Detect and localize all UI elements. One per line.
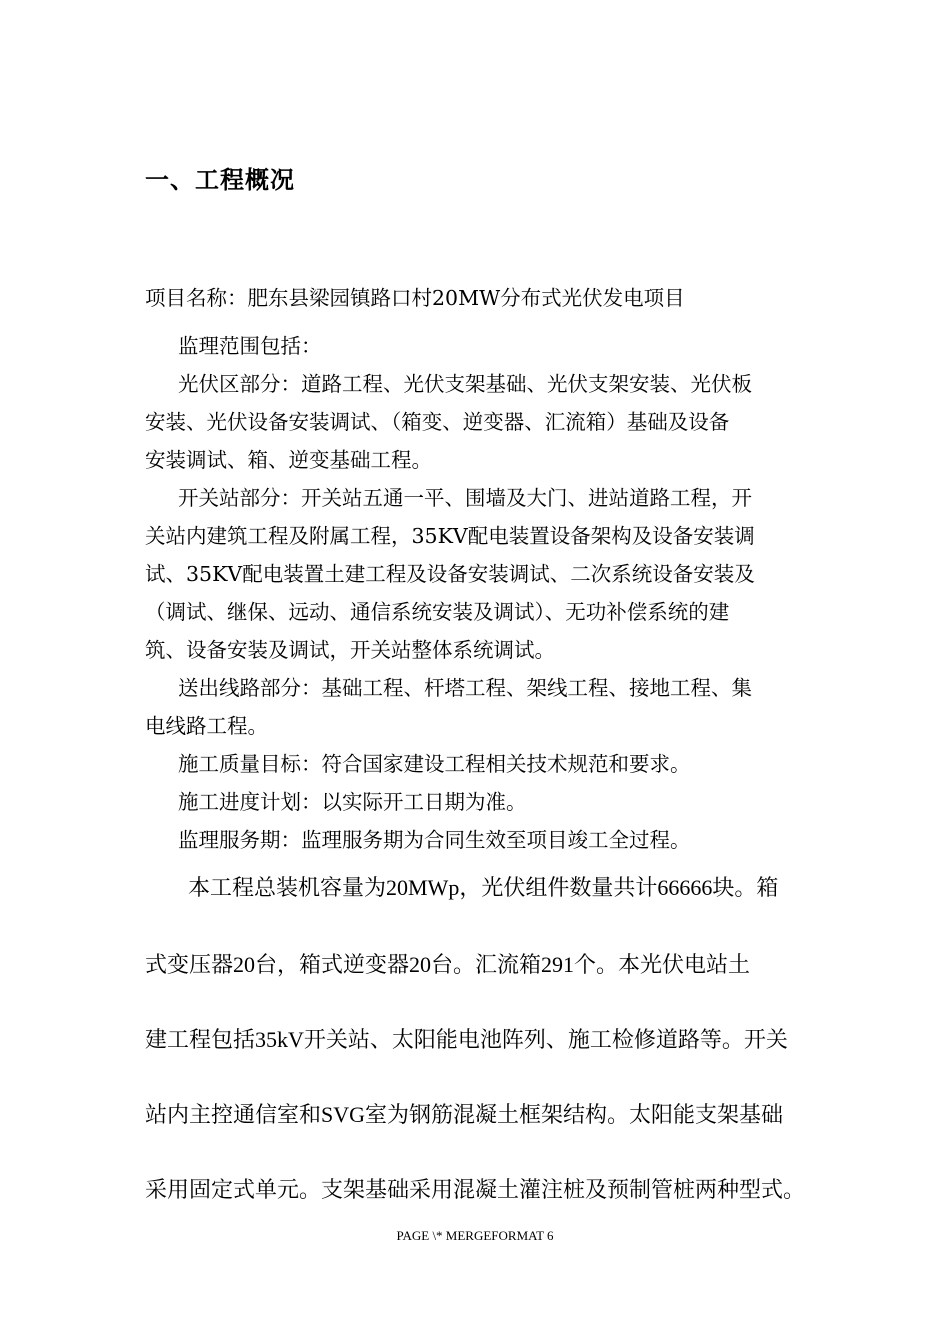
overview-line: 式变压器20台，箱式逆变器20台。汇流箱291个。本光伏电站土	[145, 952, 751, 977]
scope-intro: 监理范围包括：	[178, 334, 322, 358]
pv-area-line: 光伏区部分：道路工程、光伏支架基础、光伏支架安装、光伏板	[178, 372, 752, 396]
section-heading: 一、工程概况	[145, 166, 295, 194]
switch-station-line: 筑、设备安装及调试，开关站整体系统调试。	[145, 638, 555, 662]
pv-area-line: 安装、光伏设备安装调试、（箱变、逆变器、汇流箱）基础及设备	[145, 410, 730, 434]
project-name: 项目名称：肥东县梁园镇路口村20MW分布式光伏发电项目	[145, 286, 685, 310]
quality-goal: 施工质量目标：符合国家建设工程相关技术规范和要求。	[178, 752, 691, 776]
switch-station-line: （调试、继保、远动、通信系统安装及调试）、无功补偿系统的建	[145, 600, 730, 624]
service-period: 监理服务期：监理服务期为合同生效至项目竣工全过程。	[178, 828, 691, 852]
switch-station-line: 开关站部分：开关站五通一平、围墙及大门、进站道路工程，开	[178, 486, 752, 510]
overview-line: 建工程包括35kV开关站、太阳能电池阵列、施工检修道路等。开关	[145, 1027, 788, 1052]
overview-line: 站内主控通信室和SVG室为钢筋混凝土框架结构。太阳能支架基础	[145, 1102, 784, 1127]
schedule: 施工进度计划：以实际开工日期为准。	[178, 790, 527, 814]
overview-line: 采用固定式单元。支架基础采用混凝土灌注桩及预制管桩两种型式。	[145, 1177, 806, 1202]
pv-area-line: 安装调试、箱、逆变基础工程。	[145, 448, 432, 472]
switch-station-line: 关站内建筑工程及附属工程，35KV配电装置设备架构及设备安装调	[145, 524, 755, 548]
page-footer: PAGE \* MERGEFORMAT 6	[396, 1228, 554, 1243]
outgoing-line: 电线路工程。	[145, 714, 268, 738]
outgoing-line: 送出线路部分：基础工程、杆塔工程、架线工程、接地工程、集	[178, 676, 752, 700]
overview-line: 本工程总装机容量为20MWp，光伏组件数量共计66666块。箱	[188, 875, 779, 900]
switch-station-line: 试、35KV配电装置土建工程及设备安装调试、二次系统设备安装及	[145, 562, 755, 586]
